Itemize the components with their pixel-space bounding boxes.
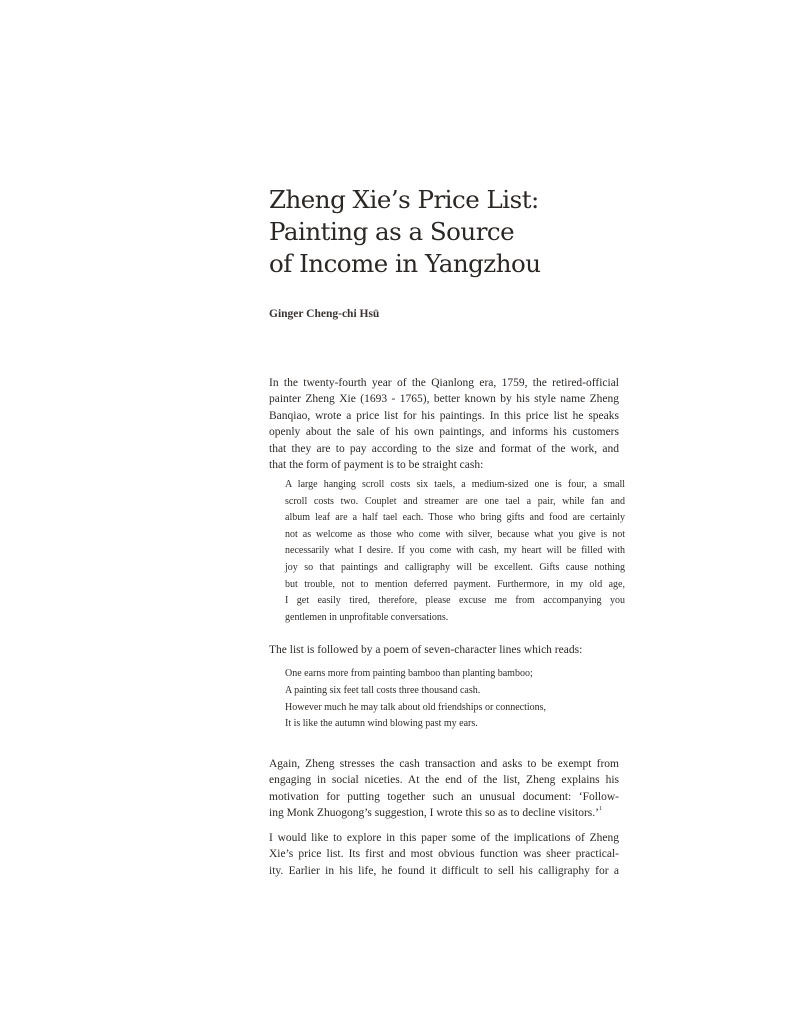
line-text: ing Monk Zhuogong’s suggestion, I wrote this so as to decline visitors.’ (269, 807, 599, 820)
price-list-quote (285, 477, 625, 626)
poem-line: However much he may talk about old friendships or connections, (285, 701, 547, 713)
quote-line: album leaf are a half tael each. Those who bring gifts and food are certainly (285, 512, 625, 524)
text-line: motivation for putting together such an unusual document: ‘Follow- (269, 790, 619, 803)
text-line: In the twenty-fourth year of the Qianlong era, 1759, the retired-official (269, 377, 619, 389)
title-line: Zheng Xie’s Price List: (269, 185, 539, 214)
poem-line: A painting six feet tall costs three thousand cash. (285, 684, 481, 696)
article-title (269, 184, 541, 280)
author-name: Ginger Cheng-chi Hsü (269, 308, 380, 320)
title-line: Painting as a Source (269, 217, 515, 246)
text-line (269, 805, 619, 821)
intro-paragraph (269, 375, 619, 473)
text-line: that they are to pay according to the size and format of the work, and (269, 442, 619, 455)
quote-line: gentlemen in unprofitable conversations. (285, 611, 449, 623)
poem-line: It is like the autumn wind blowing past my ears. (285, 718, 478, 730)
again-paragraph (269, 756, 619, 822)
text-line: that the form of payment is to be straight cash: (269, 459, 484, 472)
text-line: Xie’s price list. Its first and most obvious function was sheer practical- (269, 848, 619, 861)
text-line: engaging in social niceties. At the end of the list, Zheng explains his (269, 774, 619, 787)
explore-paragraph (269, 830, 619, 879)
quote-line: joy so that paintings and calligraphy will be excellent. Gifts cause nothing (285, 561, 625, 573)
poem (285, 666, 546, 733)
text-line: I would like to explore in this paper some of the implications of Zheng (269, 832, 619, 844)
quote-line: necessarily what I desire. If you come with cash, my heart will be filled with (285, 545, 625, 557)
footnote-marker: 1 (598, 806, 602, 813)
text-line: ity. Earlier in his life, he found it difficult to sell his calligraphy for a (269, 864, 619, 877)
poem-intro (269, 642, 619, 658)
text-line: Banqiao, wrote a price list for his paintings. In this price list he speaks (269, 409, 619, 422)
text-line: openly about the sale of his own paintings, and informs his customers (269, 426, 619, 439)
quote-line: scroll costs two. Couplet and streamer are one tael a pair, while fan and (285, 495, 625, 507)
quote-line: but trouble, not to mention deferred payment. Furthermore, in my old age, (285, 578, 625, 590)
text-line: The list is followed by a poem of seven-character lines which reads: (269, 644, 583, 656)
poem-line: One earns more from painting bamboo than planting bamboo; (285, 668, 533, 679)
title-line: of Income in Yangzhou (269, 249, 541, 278)
text-line: Again, Zheng stresses the cash transaction and asks to be exempt from (269, 758, 619, 770)
text-line: painter Zheng Xie (1693 - 1765), better known by his style name Zheng (269, 393, 619, 406)
quote-line: not as welcome as those who come with silver, because what you give is not (285, 528, 625, 540)
quote-line: I get easily tired, therefore, please excuse me from accompanying you (285, 595, 625, 607)
quote-line: A large hanging scroll costs six taels, a medium-sized one is four, a small (285, 479, 625, 490)
